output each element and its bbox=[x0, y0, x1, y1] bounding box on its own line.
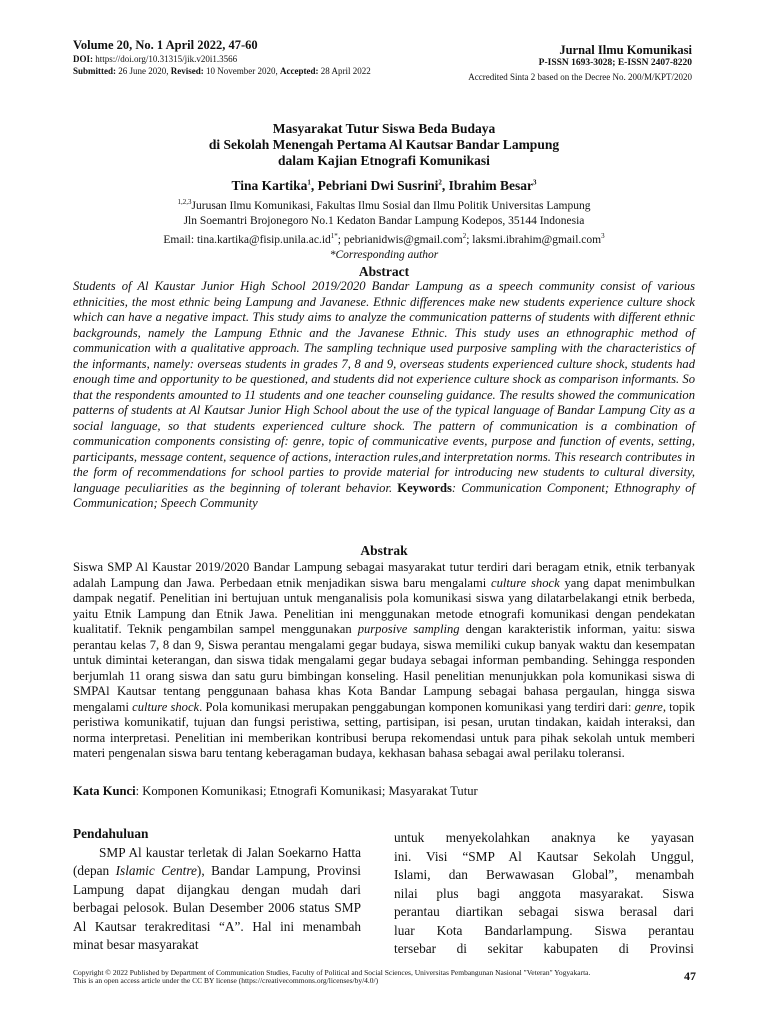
affil-sup: 1,2,3 bbox=[177, 198, 192, 206]
kata-kunci-list: : Komponen Komunikasi; Etnografi Komunikasi; Masyarakat Tutur bbox=[135, 784, 478, 798]
email-2-sup: 2 bbox=[462, 231, 467, 240]
abstrak-italic-2: purposive sampling bbox=[357, 622, 460, 636]
author-3: Ibrahim Besar bbox=[448, 178, 534, 193]
submission-dates bbox=[73, 66, 371, 77]
body-left-text-b: ), Bandar Lampung, Provinsi Lampung dapat dijangkau dengan mudah dari berbagai pelosok. Bulan Desember 2006 status SMP Al Kautsar terakreditasi “A”. Hal ini menambah minat besar masyarakat bbox=[73, 863, 361, 952]
title-line-1: Masyarakat Tutur Siswa Beda Budaya bbox=[272, 121, 496, 136]
submitted-label: Submitted: bbox=[73, 66, 117, 76]
author-list: Tina Kartika$^1$, Pebriani Dwi Susrini$^2$, Ibrahim Besar$^3$ bbox=[231, 178, 537, 193]
accepted-date: 28 April 2022 bbox=[320, 66, 371, 76]
abstrak-italic-3: culture shock bbox=[132, 699, 200, 714]
body-right-line-7: tersebar di sekitar kabupaten di Provinsi bbox=[394, 941, 694, 956]
affiliation bbox=[0, 195, 768, 263]
author-1-sup: 1 bbox=[307, 178, 311, 187]
doi-line bbox=[73, 54, 237, 65]
email-1-sup: 1* bbox=[330, 231, 338, 240]
doi-label: DOI: bbox=[73, 54, 93, 64]
abstract-heading: Abstract bbox=[358, 264, 410, 279]
body-right-line-4: nilai plus bagi anggota masyarakat. Siswa bbox=[394, 885, 694, 901]
keywords-label: Keywords bbox=[397, 480, 452, 495]
title-line-3: dalam Kajian Etnografi Komunikasi bbox=[278, 153, 490, 168]
footer-copyright: Copyright © 2022 Published by Department of Communication Studies, Faculty of Political and Social Sciences, Universitas Pembangunan Nasional "Veteran" Yogyakarta. bbox=[73, 968, 591, 977]
abstract-text: Students of Al Kaustar Junior High School 2019/2020 Bandar Lampung as a speech community consist of various ethnicities, the most ethnic being Lampung and Javanese. Ethnic differences make new students experience culture shock which can have a negative impact. This study aims to analyze the communication patterns of students with different ethnic backgrounds, namely the Lampung Ethnic and the Javanese Ethnic. This study uses an ethnographic method of communication with a qualitative approach. The sampling technique used purposive sampling with the characteristics of the informants, namely: overseas students in grades 7, 8 and 9, overseas students experienced culture shock, students had enough time and opportunity to be questioned, and students did not experience culture shock as comparison informants. So that the respondents amounted to 11 students and one teacher counseling guidance. The results showed the communication patterns of students at Al Kautsar Junior High School about the use of the typical language of Bandar Lampung City as a social language, so that students experienced culture shock. The pattern of communication is a combination of communication components consisting of: genre, topic of communicative events, purpose and function of events, setting, participants, message content, sequence of actions, interaction rules,and interpretation norms. This research contributes in the form of recommendations for school parties to provide material for introducing new students to cultural diversity, language peculiarities as the beginning of tolerant behavior. bbox=[73, 279, 695, 495]
issn: P-ISSN 1693-3028; E-ISSN 2407-8220 bbox=[538, 58, 692, 68]
body-right-line-5: perantau diartikan sebagai siswa berasal dari bbox=[394, 904, 694, 919]
author-2-sup: 2 bbox=[438, 178, 442, 187]
page-number: 47 bbox=[684, 969, 696, 983]
abstrak-body bbox=[73, 560, 695, 762]
corresponding-author: *Corresponding author bbox=[329, 248, 439, 261]
body-left-column bbox=[73, 825, 361, 955]
abstrak-heading: Abstrak bbox=[360, 543, 408, 558]
author-2: Pebriani Dwi Susrini bbox=[317, 178, 439, 193]
doi-link[interactable]: https://doi.org/10.31315/jik.v20i1.3566 bbox=[95, 54, 238, 64]
body-paragraph-left bbox=[73, 844, 361, 955]
section-heading: Pendahuluan bbox=[73, 826, 149, 841]
body-right-column bbox=[394, 829, 694, 959]
abstrak-text-3: dengan karakteristik informan, yaitu: siswa perantau kelas 7, 8 dan 9, Siswa perantau mengalami gegar budaya, siswa memiliki cukup banyak waktu dan kesempatan untuk dimintai keterangan, dan siswa tidak mengalami gegar budaya sebagai informan pembanding. Sehingga responden berjumlah 11 orang siswa dan satu guru bimbingan konseling. Hasil penelitian menunjukkan pola komunikasi siswa di SMPAl Kautsar tentang penggunaan bahasa khas Kota Bandar Lampung sebagai bahasa pergaulan, hingga siswa mengalami bbox=[73, 622, 696, 714]
journal-name: Jurnal Ilmu Komunikasi bbox=[559, 43, 692, 57]
body-left-text-a: SMP Al kaustar terletak di Jalan Soekarno Hatta (depan bbox=[73, 844, 361, 878]
kata-kunci-label: Kata Kunci bbox=[73, 784, 136, 798]
footer bbox=[73, 969, 673, 985]
keywords: : Communication Component; Ethnography of Communication; Speech Community bbox=[73, 480, 695, 510]
body-right-line-1: untuk menyekolahkan anaknya ke yayasan bbox=[394, 830, 694, 845]
author-3-sup: 3 bbox=[533, 178, 537, 187]
submitted-date: 26 June 2020, bbox=[118, 66, 169, 76]
email-1[interactable]: Email: tina.kartika@fisip.unila.ac.id bbox=[163, 233, 331, 246]
abstrak-text-5: , topik peristiwa komunikatif, tujuan dan fungsi peristiwa, setting, partisipan, isi pesan, urutan tindakan, kaidah interaksi, dan norma interpretasi. Penelitian ini memberikan kontribusi berupa rekomendasi untuk para pihak sekolah untuk memberi materi pengenalan siswa baru tentang keberagaman budaya, kekhasan bahasa sebagai awal perilaku toleransi. bbox=[73, 699, 695, 760]
affiliation-dept: Jurusan Ilmu Komunikasi, Fakultas Ilmu Sosial dan Ilmu Politik Universitas Lampung bbox=[191, 199, 591, 212]
author-1: Tina Kartika bbox=[231, 178, 308, 193]
email-3-sup: 3 bbox=[601, 231, 605, 240]
abstrak-text-1: Siswa SMP Al Kaustar 2019/2020 Bandar Lampung sebagai masyarakat tutur terdiri dari beragam etnik, etnik terbanyak adalah Lampung dan Jawa. Perbedaan etnik menjadikan siswa baru mengalami bbox=[73, 560, 695, 590]
accreditation: Accredited Sinta 2 based on the Decree No. 200/M/KPT/2020 bbox=[468, 72, 692, 82]
abstrak-italic-4: genre bbox=[634, 699, 663, 714]
email-line bbox=[0, 229, 768, 248]
body-right-line-3: Islami, dan Berwawasan Global”, menambah bbox=[394, 867, 694, 882]
kata-kunci bbox=[73, 784, 478, 799]
body-right-line-2: ini. Visi “SMP Al Kautsar Sekolah Unggul, bbox=[394, 848, 694, 864]
body-left-italic: Islamic Centre bbox=[115, 863, 197, 878]
volume-info: Volume 20, No. 1 April 2022, 47-60 bbox=[73, 38, 258, 52]
abstract-body bbox=[73, 279, 695, 512]
abstrak-text-4: . Pola komunikasi merupakan penggabungan komponen komunikasi yang terdiri dari: bbox=[199, 699, 635, 714]
accepted-label: Accepted: bbox=[280, 66, 319, 76]
revised-label: Revised: bbox=[170, 66, 204, 76]
paper-title bbox=[0, 121, 768, 169]
title-line-2: di Sekolah Menengah Pertama Al Kautsar Bandar Lampung bbox=[208, 137, 560, 152]
body-right-line-6: luar Kota Bandarlampung. Siswa perantau bbox=[394, 922, 694, 938]
revised-date: 10 November 2020, bbox=[206, 66, 278, 76]
abstrak-italic-1: culture shock bbox=[491, 575, 560, 590]
affiliation-address: Jln Soemantri Brojonegoro No.1 Kedaton Bandar Lampung Kodepos, 35144 Indonesia bbox=[183, 214, 585, 227]
email-3[interactable]: ; laksmi.ibrahim@gmail.com bbox=[466, 233, 602, 246]
footer-license[interactable]: This is an open access article under the CC BY license (https://creativecommons.org/licenses/by/4.0/) bbox=[73, 976, 379, 985]
abstrak-text-2: yang dapat menimbulkan dampak negatif. Penelitian ini bertujuan untuk menganalisis pola komunikasi siswa yang dilatarbelakangi etnik berbeda, yaitu Etnik Lampung dan Etnik Jawa. Penelitian ini menggunakan metode etnografi komunikasi dengan pendekatan kualitatif. Teknik pengambilan sampel menggunakan bbox=[73, 575, 696, 636]
email-2[interactable]: ; pebrianidwis@gmail.com bbox=[337, 233, 463, 246]
